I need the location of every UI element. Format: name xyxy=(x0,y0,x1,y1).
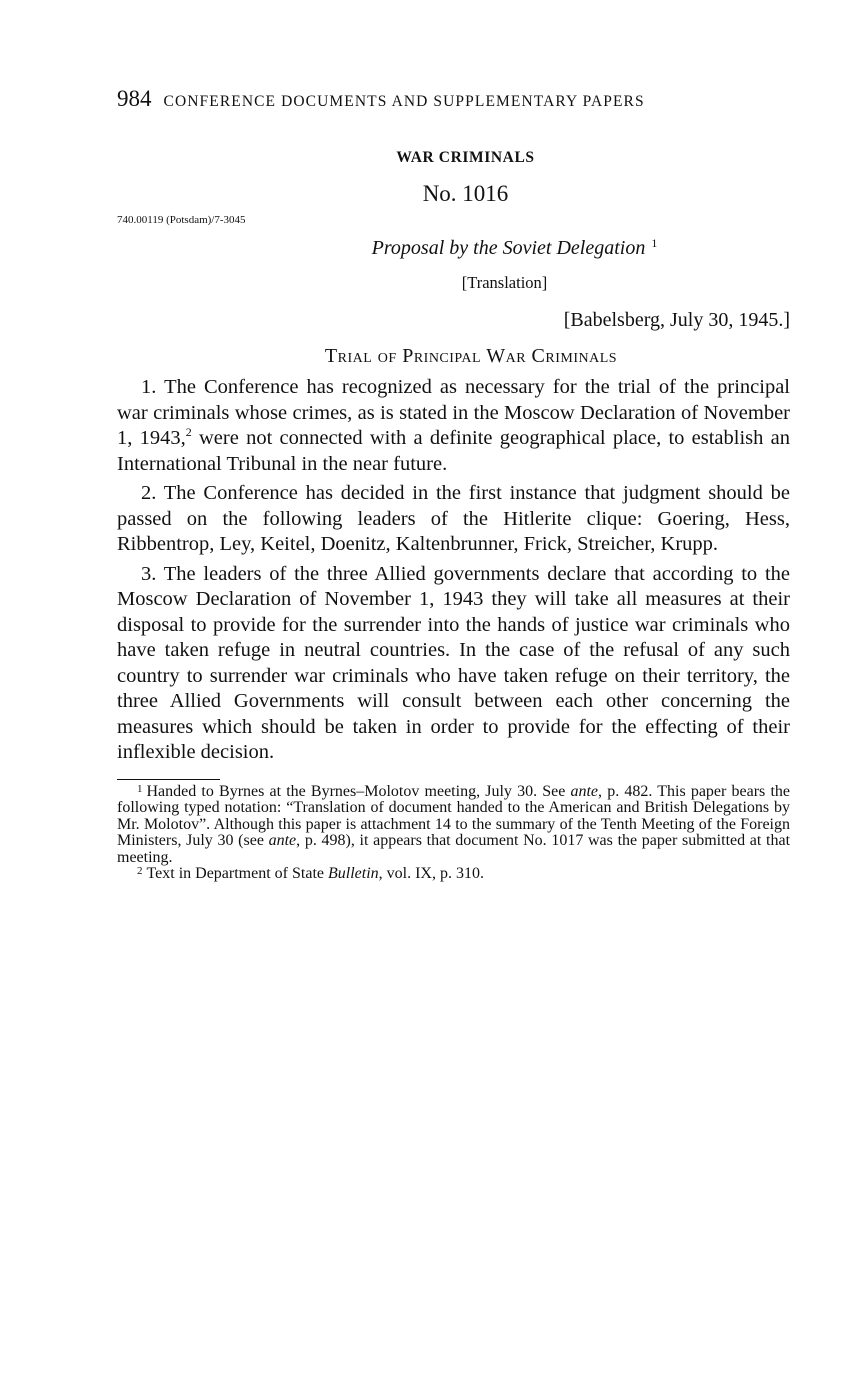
dateline: [Babelsberg, July 30, 1945.] xyxy=(563,309,790,331)
page-number: 984 xyxy=(117,86,152,111)
paragraph-1 xyxy=(117,375,790,477)
footnote-1-ante-a: ante xyxy=(570,782,599,800)
running-head xyxy=(117,86,790,120)
paragraph-1-text-b: were not connected with a definite geographical place, to establish an International Tribunal in the near future. xyxy=(117,427,790,475)
footnote-1-mark: 1 xyxy=(137,782,143,795)
footnote-2-text-a: Text in Department of State xyxy=(146,865,328,883)
footnote-1 xyxy=(117,784,790,867)
document-number: No. 1016 xyxy=(422,181,509,206)
footnote-2 xyxy=(117,866,790,883)
footnote-2-text-b: , vol. IX, p. 310. xyxy=(378,865,484,883)
section-title: WAR CRIMINALS xyxy=(396,149,535,166)
proposal-title-text: Proposal by the Soviet Delegation xyxy=(371,237,646,259)
footnote-2-bulletin: Bulletin xyxy=(328,865,379,883)
paragraph-2: 2. The Conference has decided in the first instance that judgment should be passed on the following leaders of the Hitlerite clique: Goering, Hess, Ribbentrop, Ley, Keitel, Doenitz, Kaltenbrunner, Frick, Streicher, Krupp. xyxy=(117,482,790,555)
footnote-ref-2: 2 xyxy=(185,425,192,439)
translation-note: [Translation] xyxy=(461,273,548,292)
document-page xyxy=(117,86,790,883)
footnote-ref-1: 1 xyxy=(651,236,658,250)
file-reference: 740.00119 (Potsdam)/7-3045 xyxy=(117,214,246,226)
footnote-1-ante-b: ante xyxy=(268,832,297,850)
footnote-1-text-c: , p. 498), it appears that document No. 1017 was the paper submitted at that meeting. xyxy=(117,832,791,866)
footnote-2-mark: 2 xyxy=(137,865,143,878)
trial-heading: Trial of Principal War Criminals xyxy=(324,345,618,367)
paragraph-1-text-a: 1. The Conference has recognized as necessary for the trial of the principal war criminals whose crimes, as is stated in the Moscow Declaration of November 1, 1943, xyxy=(117,376,790,449)
footnotes xyxy=(117,784,790,884)
proposal-title xyxy=(117,236,790,260)
paragraph-3: 3. The leaders of the three Allied governments declare that according to the Moscow Declaration of November 1, 1943 they will take all measures at their disposal to provide for the surrender into the hands of justice war criminals who have taken refuge in neutral countries. In the case of the refusal of any such country to surrender war criminals who have taken refuge on their territory, the three Allied Governments will consult between each other concerning the measures which should be taken in order to provide for the effecting of their inflexible decision. xyxy=(117,562,790,763)
footnote-1-text-b: , p. 482. This paper bears the following typed notation: “Translation of document handed to the American and British Delegations by Mr. Molotov”. Although this paper is attachment 14 to the summary of the Tenth Meeting of the Foreign Ministers, July 30 (see xyxy=(117,782,790,850)
footnote-divider xyxy=(117,779,220,780)
running-title: CONFERENCE DOCUMENTS AND SUPPLEMENTARY PAPERS xyxy=(163,93,645,110)
footnote-1-text-a: Handed to Byrnes at the Byrnes–Molotov meeting, July 30. See xyxy=(146,782,571,800)
